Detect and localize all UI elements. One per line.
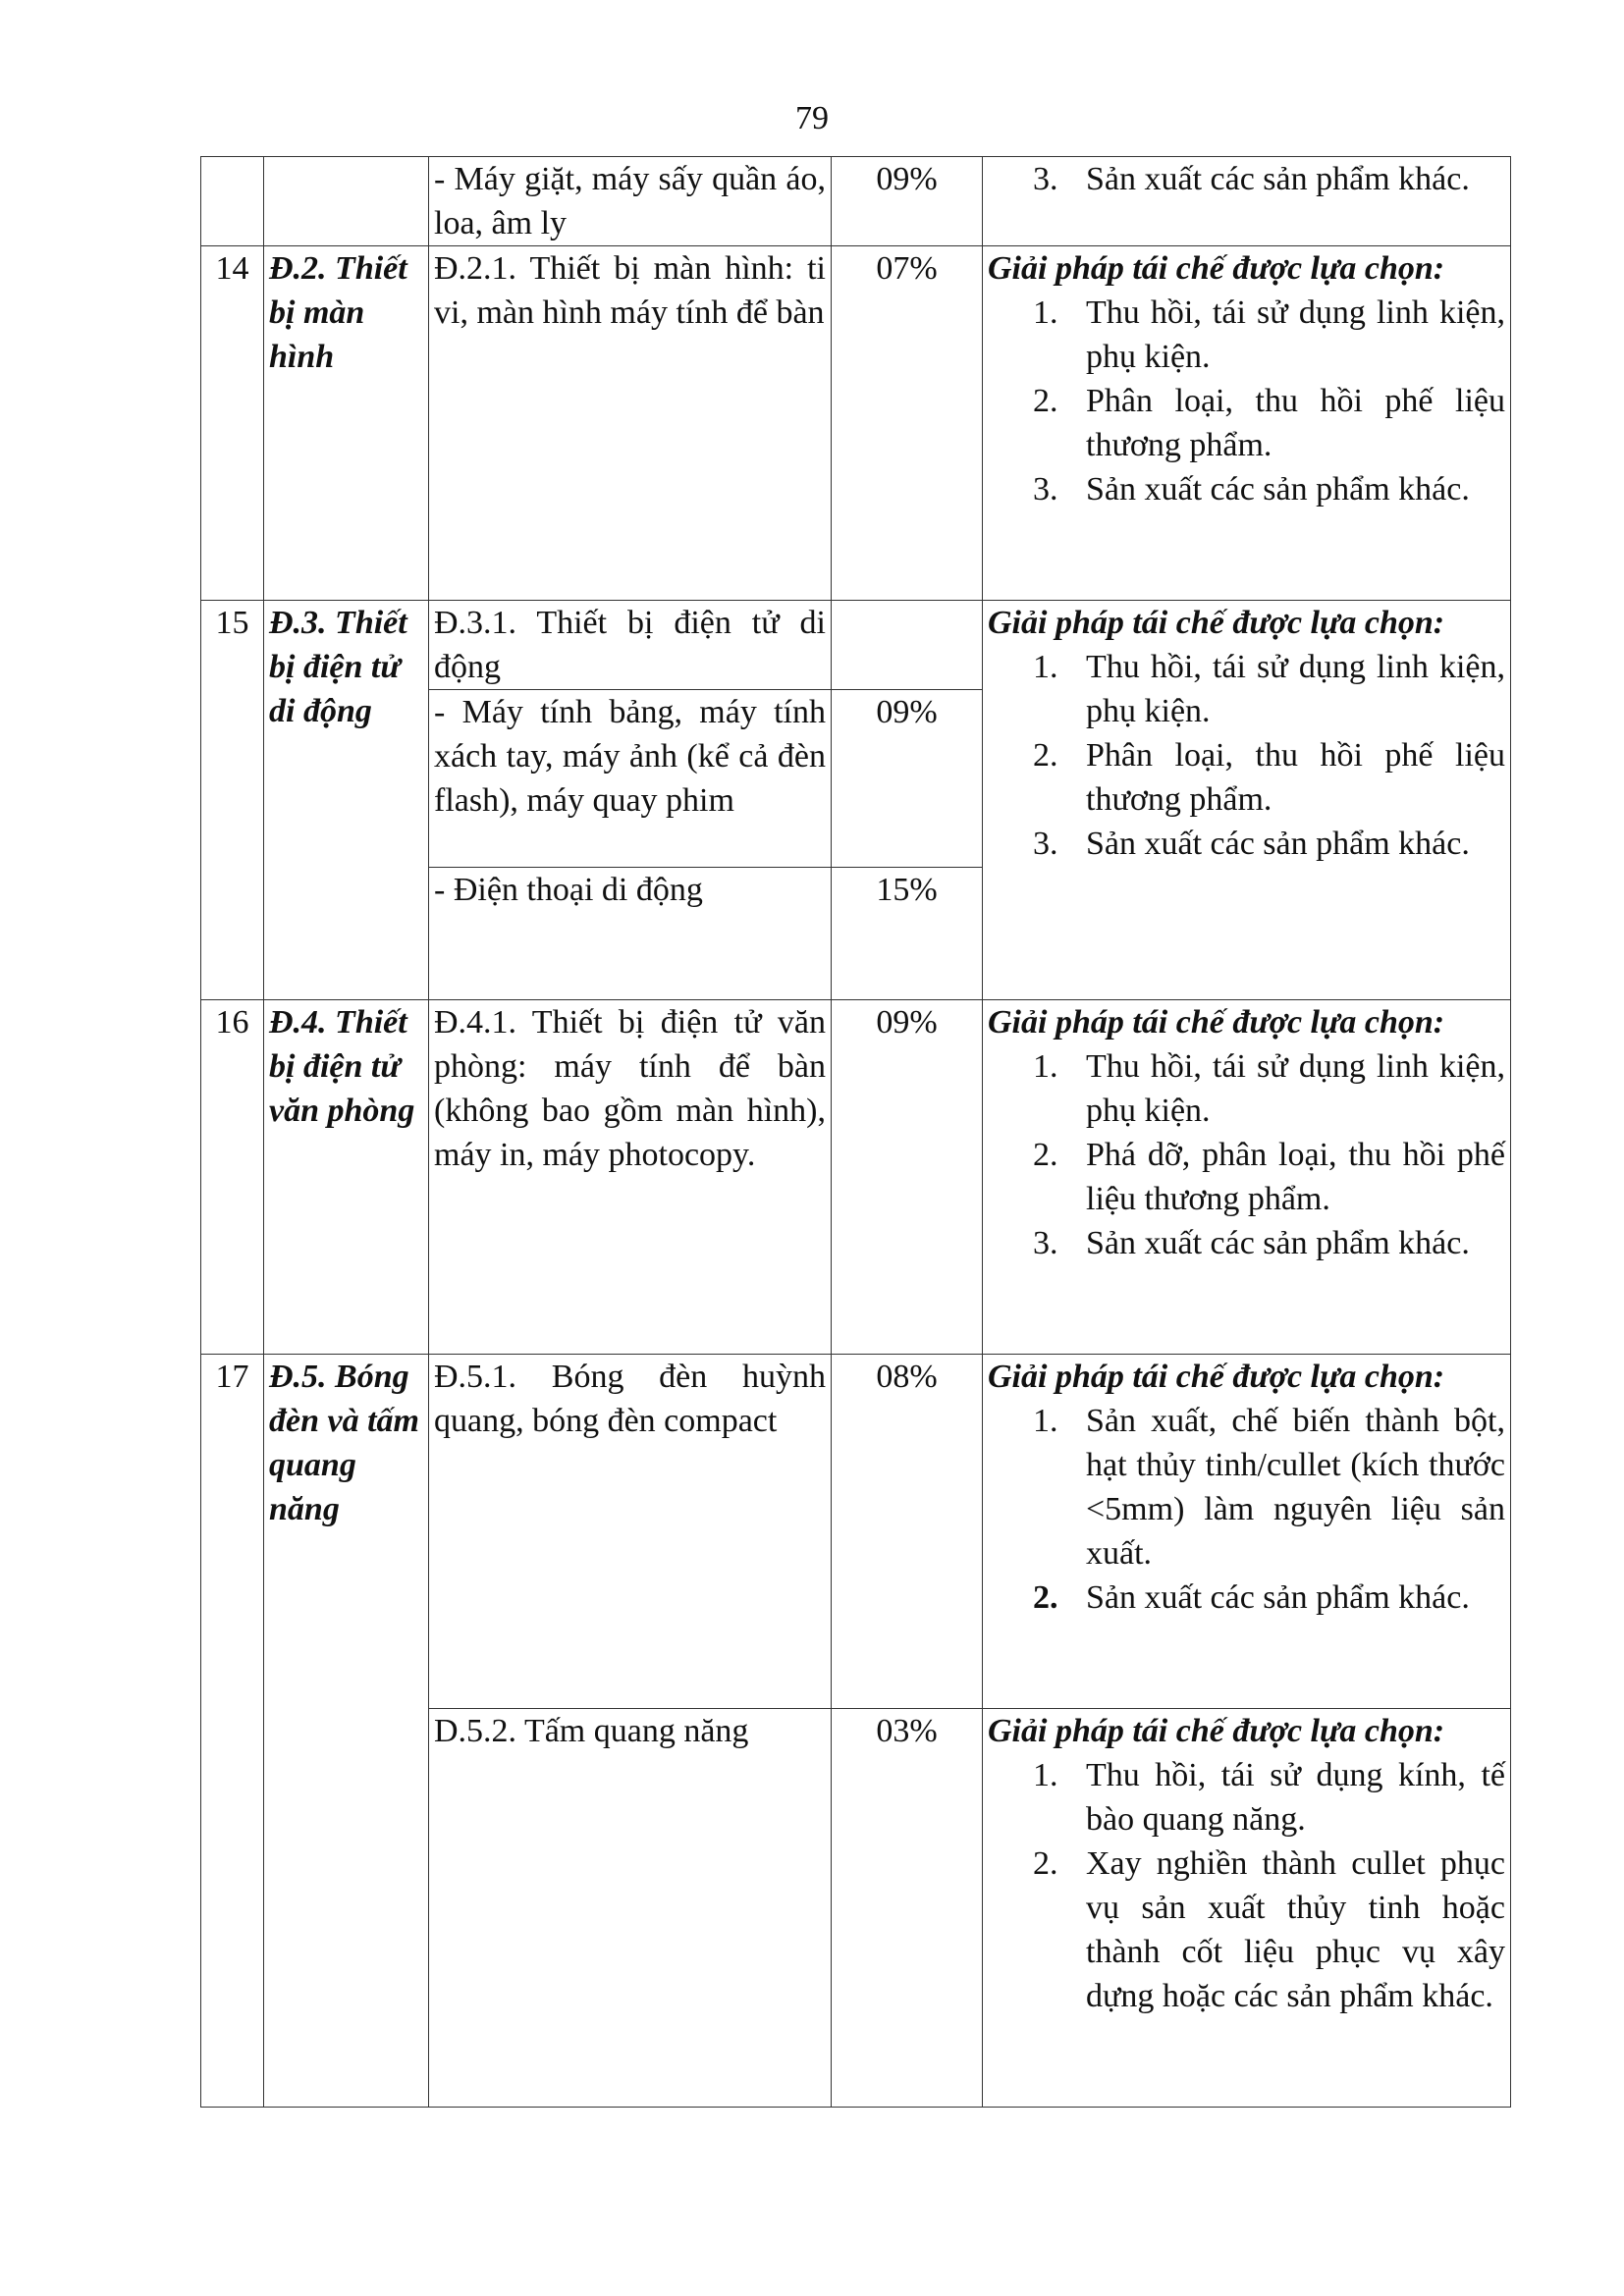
group-cell: Đ.3. Thiết bị điện tử di động — [264, 601, 429, 1000]
solution-step — [988, 1221, 1505, 1265]
solution-step — [988, 291, 1505, 379]
rate-cell: 15% — [832, 868, 983, 1000]
solution-cell — [983, 1355, 1511, 1709]
step-number: 3. — [1033, 471, 1058, 507]
solution-title: Giải pháp tái chế được lựa chọn: — [988, 1359, 1445, 1395]
group-cell: Đ.4. Thiết bị điện tử văn phòng — [264, 1000, 429, 1355]
step-number: 2. — [1033, 1845, 1058, 1882]
group-cell: Đ.2. Thiết bị màn hình — [264, 246, 429, 601]
step-text: Thu hồi, tái sử dụng linh kiện, phụ kiện. — [1086, 294, 1505, 375]
step-text: Xay nghiền thành cullet phục vụ sản xuất thủy tinh hoặc thành cốt liệu phục vụ xây dựng hoặc các sản phẩm khác. — [1086, 1845, 1505, 2014]
solution-steps — [988, 645, 1505, 866]
rate-cell: 08% — [832, 1355, 983, 1709]
solution-step — [988, 157, 1505, 201]
stt-cell — [201, 157, 264, 246]
solution-cell — [983, 601, 1511, 1000]
step-number: 2. — [1033, 737, 1058, 774]
group-cell: Đ.5. Bóng đèn và tấm quang năng — [264, 1355, 429, 2108]
table-row-16 — [201, 1000, 1511, 1355]
solution-step — [988, 1753, 1505, 1842]
step-text: Phá dỡ, phân loại, thu hồi phế liệu thương phẩm. — [1086, 1137, 1505, 1217]
step-text: Sản xuất các sản phẩm khác. — [1086, 1579, 1470, 1616]
solution-step — [988, 467, 1505, 511]
item-cell: Đ.4.1. Thiết bị điện tử văn phòng: máy tính để bàn (không bao gồm màn hình), máy in, máy photocopy. — [429, 1000, 832, 1355]
step-text: Phân loại, thu hồi phế liệu thương phẩm. — [1086, 383, 1505, 463]
step-number: 1. — [1033, 294, 1058, 331]
recycling-table — [200, 156, 1511, 2108]
solution-title: Giải pháp tái chế được lựa chọn: — [988, 1713, 1445, 1749]
step-text: Sản xuất, chế biến thành bột, hạt thủy tinh/cullet (kích thước <5mm) làm nguyên liệu sản xuất. — [1086, 1403, 1505, 1572]
solution-step — [988, 1575, 1505, 1620]
step-text: Sản xuất các sản phẩm khác. — [1086, 161, 1470, 197]
rate-cell: 09% — [832, 1000, 983, 1355]
step-number: 1. — [1033, 1048, 1058, 1085]
solution-step — [988, 822, 1505, 866]
solution-steps — [988, 1399, 1505, 1620]
solution-title: Giải pháp tái chế được lựa chọn: — [988, 250, 1445, 287]
step-text: Phân loại, thu hồi phế liệu thương phẩm. — [1086, 737, 1505, 818]
rate-cell — [832, 601, 983, 690]
step-number: 1. — [1033, 1757, 1058, 1793]
solution-step — [988, 733, 1505, 822]
step-number: 3. — [1033, 161, 1058, 197]
solution-cell — [983, 1709, 1511, 2108]
item-cell: D.5.2. Tấm quang năng — [429, 1709, 832, 2108]
table-row-15 — [201, 601, 1511, 690]
step-text: Thu hồi, tái sử dụng linh kiện, phụ kiện. — [1086, 649, 1505, 729]
solution-steps — [988, 1753, 1505, 2018]
solution-cell — [983, 246, 1511, 601]
stt-cell: 17 — [201, 1355, 264, 2108]
step-number: 1. — [1033, 649, 1058, 685]
solution-steps — [988, 157, 1505, 201]
item-cell: - Điện thoại di động — [429, 868, 832, 1000]
item-cell: Đ.3.1. Thiết bị điện tử di động — [429, 601, 832, 690]
solution-step — [988, 1842, 1505, 2018]
step-number: 2. — [1033, 1579, 1058, 1616]
solution-step — [988, 1133, 1505, 1221]
table-row-continued — [201, 157, 1511, 246]
solution-step — [988, 379, 1505, 467]
item-cell: - Máy tính bảng, máy tính xách tay, máy ảnh (kể cả đèn flash), máy quay phim — [429, 690, 832, 868]
rate-cell: 09% — [832, 157, 983, 246]
step-text: Sản xuất các sản phẩm khác. — [1086, 1225, 1470, 1261]
solution-title: Giải pháp tái chế được lựa chọn: — [988, 605, 1445, 641]
item-cell: Đ.2.1. Thiết bị màn hình: ti vi, màn hình máy tính để bàn — [429, 246, 832, 601]
step-number: 2. — [1033, 383, 1058, 419]
solution-title: Giải pháp tái chế được lựa chọn: — [988, 1004, 1445, 1041]
step-text: Thu hồi, tái sử dụng kính, tế bào quang năng. — [1086, 1757, 1505, 1838]
table-row-17 — [201, 1355, 1511, 1709]
step-number: 3. — [1033, 826, 1058, 862]
solution-step — [988, 1044, 1505, 1133]
solution-steps — [988, 1044, 1505, 1265]
solution-cell — [983, 1000, 1511, 1355]
step-number: 1. — [1033, 1403, 1058, 1439]
solution-cell — [983, 157, 1511, 246]
item-cell: - Máy giặt, máy sấy quần áo, loa, âm ly — [429, 157, 832, 246]
stt-cell: 15 — [201, 601, 264, 1000]
table-row-14 — [201, 246, 1511, 601]
stt-cell: 14 — [201, 246, 264, 601]
rate-cell: 09% — [832, 690, 983, 868]
item-cell: Đ.5.1. Bóng đèn huỳnh quang, bóng đèn compact — [429, 1355, 832, 1709]
step-number: 3. — [1033, 1225, 1058, 1261]
rate-cell: 07% — [832, 246, 983, 601]
page-number: 79 — [795, 100, 829, 136]
solution-steps — [988, 291, 1505, 511]
step-text: Sản xuất các sản phẩm khác. — [1086, 826, 1470, 862]
step-text: Thu hồi, tái sử dụng linh kiện, phụ kiện. — [1086, 1048, 1505, 1129]
step-number: 2. — [1033, 1137, 1058, 1173]
group-cell — [264, 157, 429, 246]
step-text: Sản xuất các sản phẩm khác. — [1086, 471, 1470, 507]
solution-step — [988, 1399, 1505, 1575]
rate-cell: 03% — [832, 1709, 983, 2108]
solution-step — [988, 645, 1505, 733]
stt-cell: 16 — [201, 1000, 264, 1355]
